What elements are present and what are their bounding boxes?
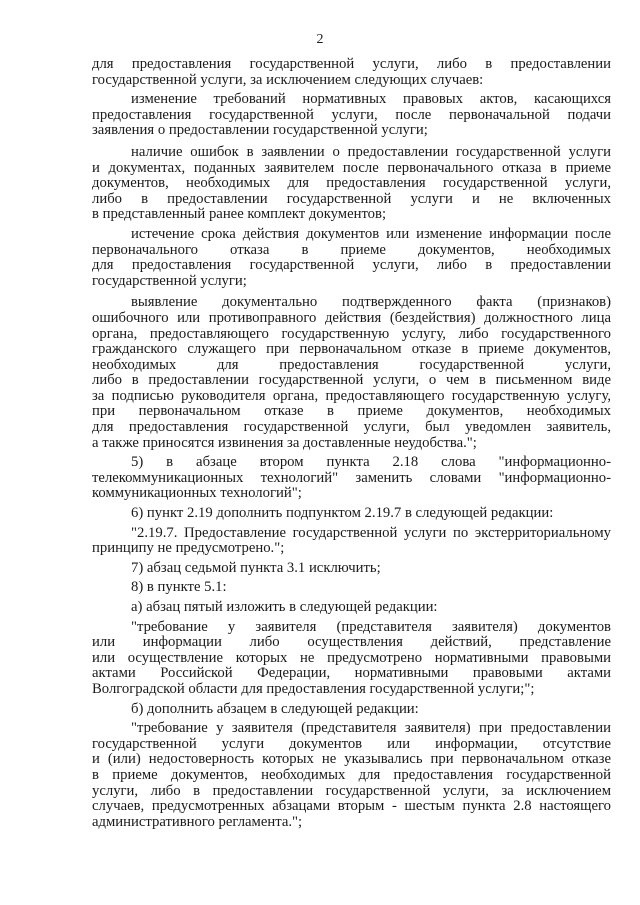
text-line: б) дополнить абзацем в следующей редакции:: [131, 700, 419, 717]
text-line: необходимых для предоставления государственной услуги,: [92, 356, 611, 373]
text-line: для предоставления государственной услуги, либо в предоставлении: [92, 56, 611, 72]
text-line: истечение срока действия документов или изменение информации после: [131, 225, 611, 242]
text-line: государственной услуги, за исключением следующих случаев:: [92, 71, 484, 88]
text-line: первоначального отказа в приеме документов, необходимых: [92, 241, 611, 258]
text-line: случаев, предусмотренных абзацами вторым - шестым пункта 2.8 настоящего: [92, 798, 611, 815]
text-line: органа, предоставляющего государственную услугу, либо государственного: [92, 325, 611, 342]
text-line: изменение требований нормативных правовых актов, касающихся: [131, 91, 611, 108]
text-line: 8) в пункте 5.1:: [131, 579, 227, 596]
text-line: при первоначальном отказе в приеме документов, необходимых: [92, 403, 611, 420]
text-line: выявление документально подтвержденного факта (признаков): [131, 294, 611, 311]
text-line: заявления о предоставлении государственной услуги;: [92, 122, 428, 139]
paragraph: [92, 227, 611, 289]
text-line: 6) пункт 2.19 дополнить подпунктом 2.19.7 в следующей редакции:: [131, 505, 554, 522]
text-line: гражданского служащего при первоначальном отказе в приеме документов,: [92, 341, 611, 358]
text-line: либо в предоставлении государственной услуги, о чем в письменном виде: [92, 372, 611, 389]
paragraph: [92, 600, 611, 616]
text-line: предоставления государственной услуги, после первоначальной подачи: [92, 106, 611, 123]
text-line: документов, необходимых для предоставления государственной услуги,: [92, 175, 611, 192]
text-line: и документах, поданных заявителем после первоначального отказа в приеме: [92, 159, 611, 176]
text-line: "требование у заявителя (представителя заявителя) при предоставлении: [131, 720, 611, 737]
paragraph: [92, 721, 611, 830]
document-body: [92, 57, 611, 830]
paragraph: [92, 455, 611, 502]
text-line: 7) абзац седьмой пункта 3.1 исключить;: [131, 559, 381, 576]
text-line: за подписью руководителя органа, предоставляющего государственную услугу,: [92, 387, 611, 404]
paragraph: [92, 57, 611, 88]
text-line: "требование у заявителя (представителя заявителя) документов: [131, 618, 611, 635]
text-line: государственной услуги документов или информации, отсутствие: [92, 735, 611, 752]
text-line: а также приносятся извинения за доставленные неудобства.";: [92, 434, 477, 451]
text-line: актами Российской Федерации, нормативными правовыми актами: [92, 665, 611, 682]
text-line: административного регламента.";: [92, 813, 303, 830]
paragraph: [92, 295, 611, 451]
paragraph: [92, 506, 611, 522]
text-line: в приеме документов, необходимых для предоставления государственной: [92, 766, 611, 783]
paragraph: [92, 580, 611, 596]
text-line: и (или) недостоверность которых не указывались при первоначальном отказе: [92, 751, 611, 768]
paragraph: [92, 702, 611, 718]
text-line: для предоставления государственной услуги, был уведомлен заявитель,: [92, 419, 611, 436]
text-line: 5) в абзаце втором пункта 2.18 слова "информационно-: [131, 454, 611, 471]
text-line: услуги, либо в предоставлении государственной услуги, за исключением: [92, 782, 611, 799]
page-number: 2: [316, 32, 324, 47]
text-line: ошибочного или противоправного действия (бездействия) должностного лица: [92, 309, 611, 326]
text-line: или осуществление которых не предусмотрено нормативными правовыми: [92, 649, 611, 666]
text-line: наличие ошибок в заявлении о предоставлении государственной услуги: [131, 143, 611, 160]
text-line: коммуникационных технологий";: [92, 485, 302, 502]
paragraph: [92, 620, 611, 698]
text-line: для предоставления государственной услуги, либо в предоставлении: [92, 257, 611, 274]
text-line: телекоммуникационных технологий" заменить словами "информационно-: [92, 469, 611, 486]
text-line: "2.19.7. Предоставление государственной услуги по экстерриториальному: [131, 524, 611, 541]
paragraph: [92, 92, 611, 139]
text-line: в представленный ранее комплект документов;: [92, 206, 387, 223]
text-line: Волгоградской области для предоставления государственной услуги;";: [92, 680, 535, 697]
text-line: либо в предоставлении государственной услуги и не включенных: [92, 190, 611, 207]
text-line: а) абзац пятый изложить в следующей редакции:: [131, 599, 438, 615]
paragraph: [92, 526, 611, 557]
text-line: принципу не предусмотрено.";: [92, 540, 285, 557]
text-line: государственной услуги;: [92, 272, 247, 289]
paragraph: [92, 561, 611, 577]
paragraph: [92, 145, 611, 223]
text-line: или информации либо осуществления действий, представление: [92, 634, 611, 651]
